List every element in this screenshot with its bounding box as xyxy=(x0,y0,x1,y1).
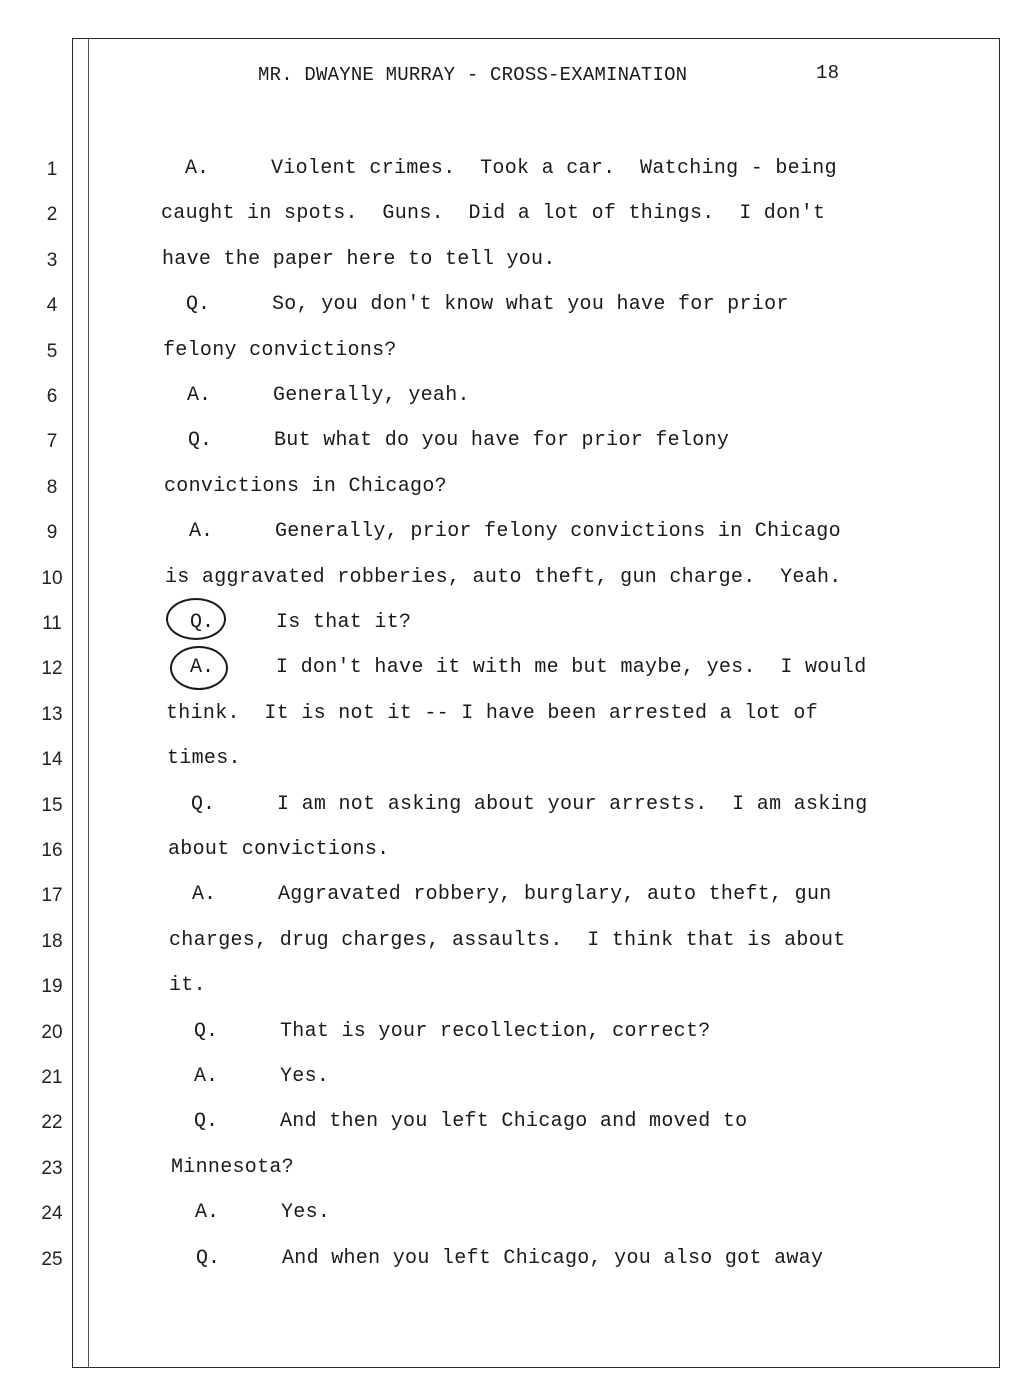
line-number: 24 xyxy=(41,1203,63,1224)
testimony-text: Generally, prior felony convictions in Chicago xyxy=(275,520,841,543)
testimony-text: And when you left Chicago, you also got away xyxy=(282,1247,824,1270)
testimony-text: Is that it? xyxy=(276,611,412,634)
line-number: 6 xyxy=(46,386,58,407)
testimony-text: caught in spots. Guns. Did a lot of things. I don't xyxy=(161,202,826,225)
line-number: 13 xyxy=(41,704,63,725)
testimony-text: is aggravated robberies, auto theft, gun charge. Yeah. xyxy=(165,566,842,589)
testimony-text: about convictions. xyxy=(168,838,390,861)
testimony-text: have the paper here to tell you. xyxy=(162,248,556,271)
speaker-label: A. xyxy=(194,1065,219,1088)
testimony-text: Violent crimes. Took a car. Watching - being xyxy=(271,157,837,180)
page-header xyxy=(0,60,1027,90)
line-number: 15 xyxy=(41,795,63,816)
speaker-label: Q. xyxy=(194,1110,219,1133)
speaker-label: A. xyxy=(195,1201,220,1224)
testimony-text: That is your recollection, correct? xyxy=(280,1020,711,1043)
testimony-text: Generally, yeah. xyxy=(273,384,470,407)
speaker-label: Q. xyxy=(186,293,211,316)
speaker-label: Q. xyxy=(191,793,216,816)
testimony-text: Aggravated robbery, burglary, auto theft, gun xyxy=(278,883,832,906)
page-title: MR. DWAYNE MURRAY - CROSS-EXAMINATION xyxy=(258,64,688,86)
testimony-text: Minnesota? xyxy=(171,1156,295,1179)
margin-rule xyxy=(88,38,89,1368)
testimony-text: I don't have it with me but maybe, yes. I would xyxy=(276,656,867,679)
testimony-text: convictions in Chicago? xyxy=(164,475,447,498)
line-number: 8 xyxy=(46,477,58,498)
testimony-text: think. It is not it -- I have been arrested a lot of xyxy=(166,702,819,725)
line-number: 18 xyxy=(41,931,63,952)
line-number: 21 xyxy=(41,1067,63,1088)
testimony-text: charges, drug charges, assaults. I think that is about xyxy=(169,929,846,952)
line-number: 20 xyxy=(41,1022,63,1043)
speaker-label: Q. xyxy=(196,1247,221,1270)
testimony-text: Yes. xyxy=(281,1201,331,1224)
line-number: 7 xyxy=(46,431,58,452)
page-number: 18 xyxy=(816,62,840,84)
handwritten-circle-a xyxy=(170,646,228,690)
line-number: 5 xyxy=(46,341,58,362)
line-number: 14 xyxy=(41,749,63,770)
testimony-text: But what do you have for prior felony xyxy=(274,429,730,452)
speaker-label: Q. xyxy=(194,1020,219,1043)
line-number: 9 xyxy=(46,522,58,543)
line-number: 16 xyxy=(41,840,63,861)
line-number: 17 xyxy=(41,885,63,906)
line-number: 3 xyxy=(46,250,58,271)
line-number: 4 xyxy=(46,295,58,316)
speaker-label: Q. xyxy=(190,611,215,634)
speaker-label: A. xyxy=(189,520,214,543)
handwritten-circle-q xyxy=(166,598,226,640)
testimony-text: So, you don't know what you have for prior xyxy=(272,293,789,316)
speaker-label: A. xyxy=(190,656,215,679)
testimony-text: times. xyxy=(167,747,241,770)
speaker-label: A. xyxy=(185,157,210,180)
line-number: 10 xyxy=(41,568,63,589)
speaker-label: A. xyxy=(187,384,212,407)
testimony-text: felony convictions? xyxy=(163,339,397,362)
testimony-text: Yes. xyxy=(280,1065,330,1088)
line-number: 23 xyxy=(41,1158,63,1179)
speaker-label: A. xyxy=(192,883,217,906)
line-number: 19 xyxy=(41,976,63,997)
line-number: 22 xyxy=(41,1112,63,1133)
line-number: 2 xyxy=(46,204,58,225)
testimony-text: And then you left Chicago and moved to xyxy=(280,1110,748,1133)
line-number: 25 xyxy=(41,1249,63,1270)
testimony-text: it. xyxy=(169,974,206,997)
testimony-text: I am not asking about your arrests. I am asking xyxy=(277,793,868,816)
speaker-label: Q. xyxy=(188,429,213,452)
line-number: 11 xyxy=(42,613,62,634)
line-number: 1 xyxy=(46,159,58,180)
line-number: 12 xyxy=(41,658,63,679)
